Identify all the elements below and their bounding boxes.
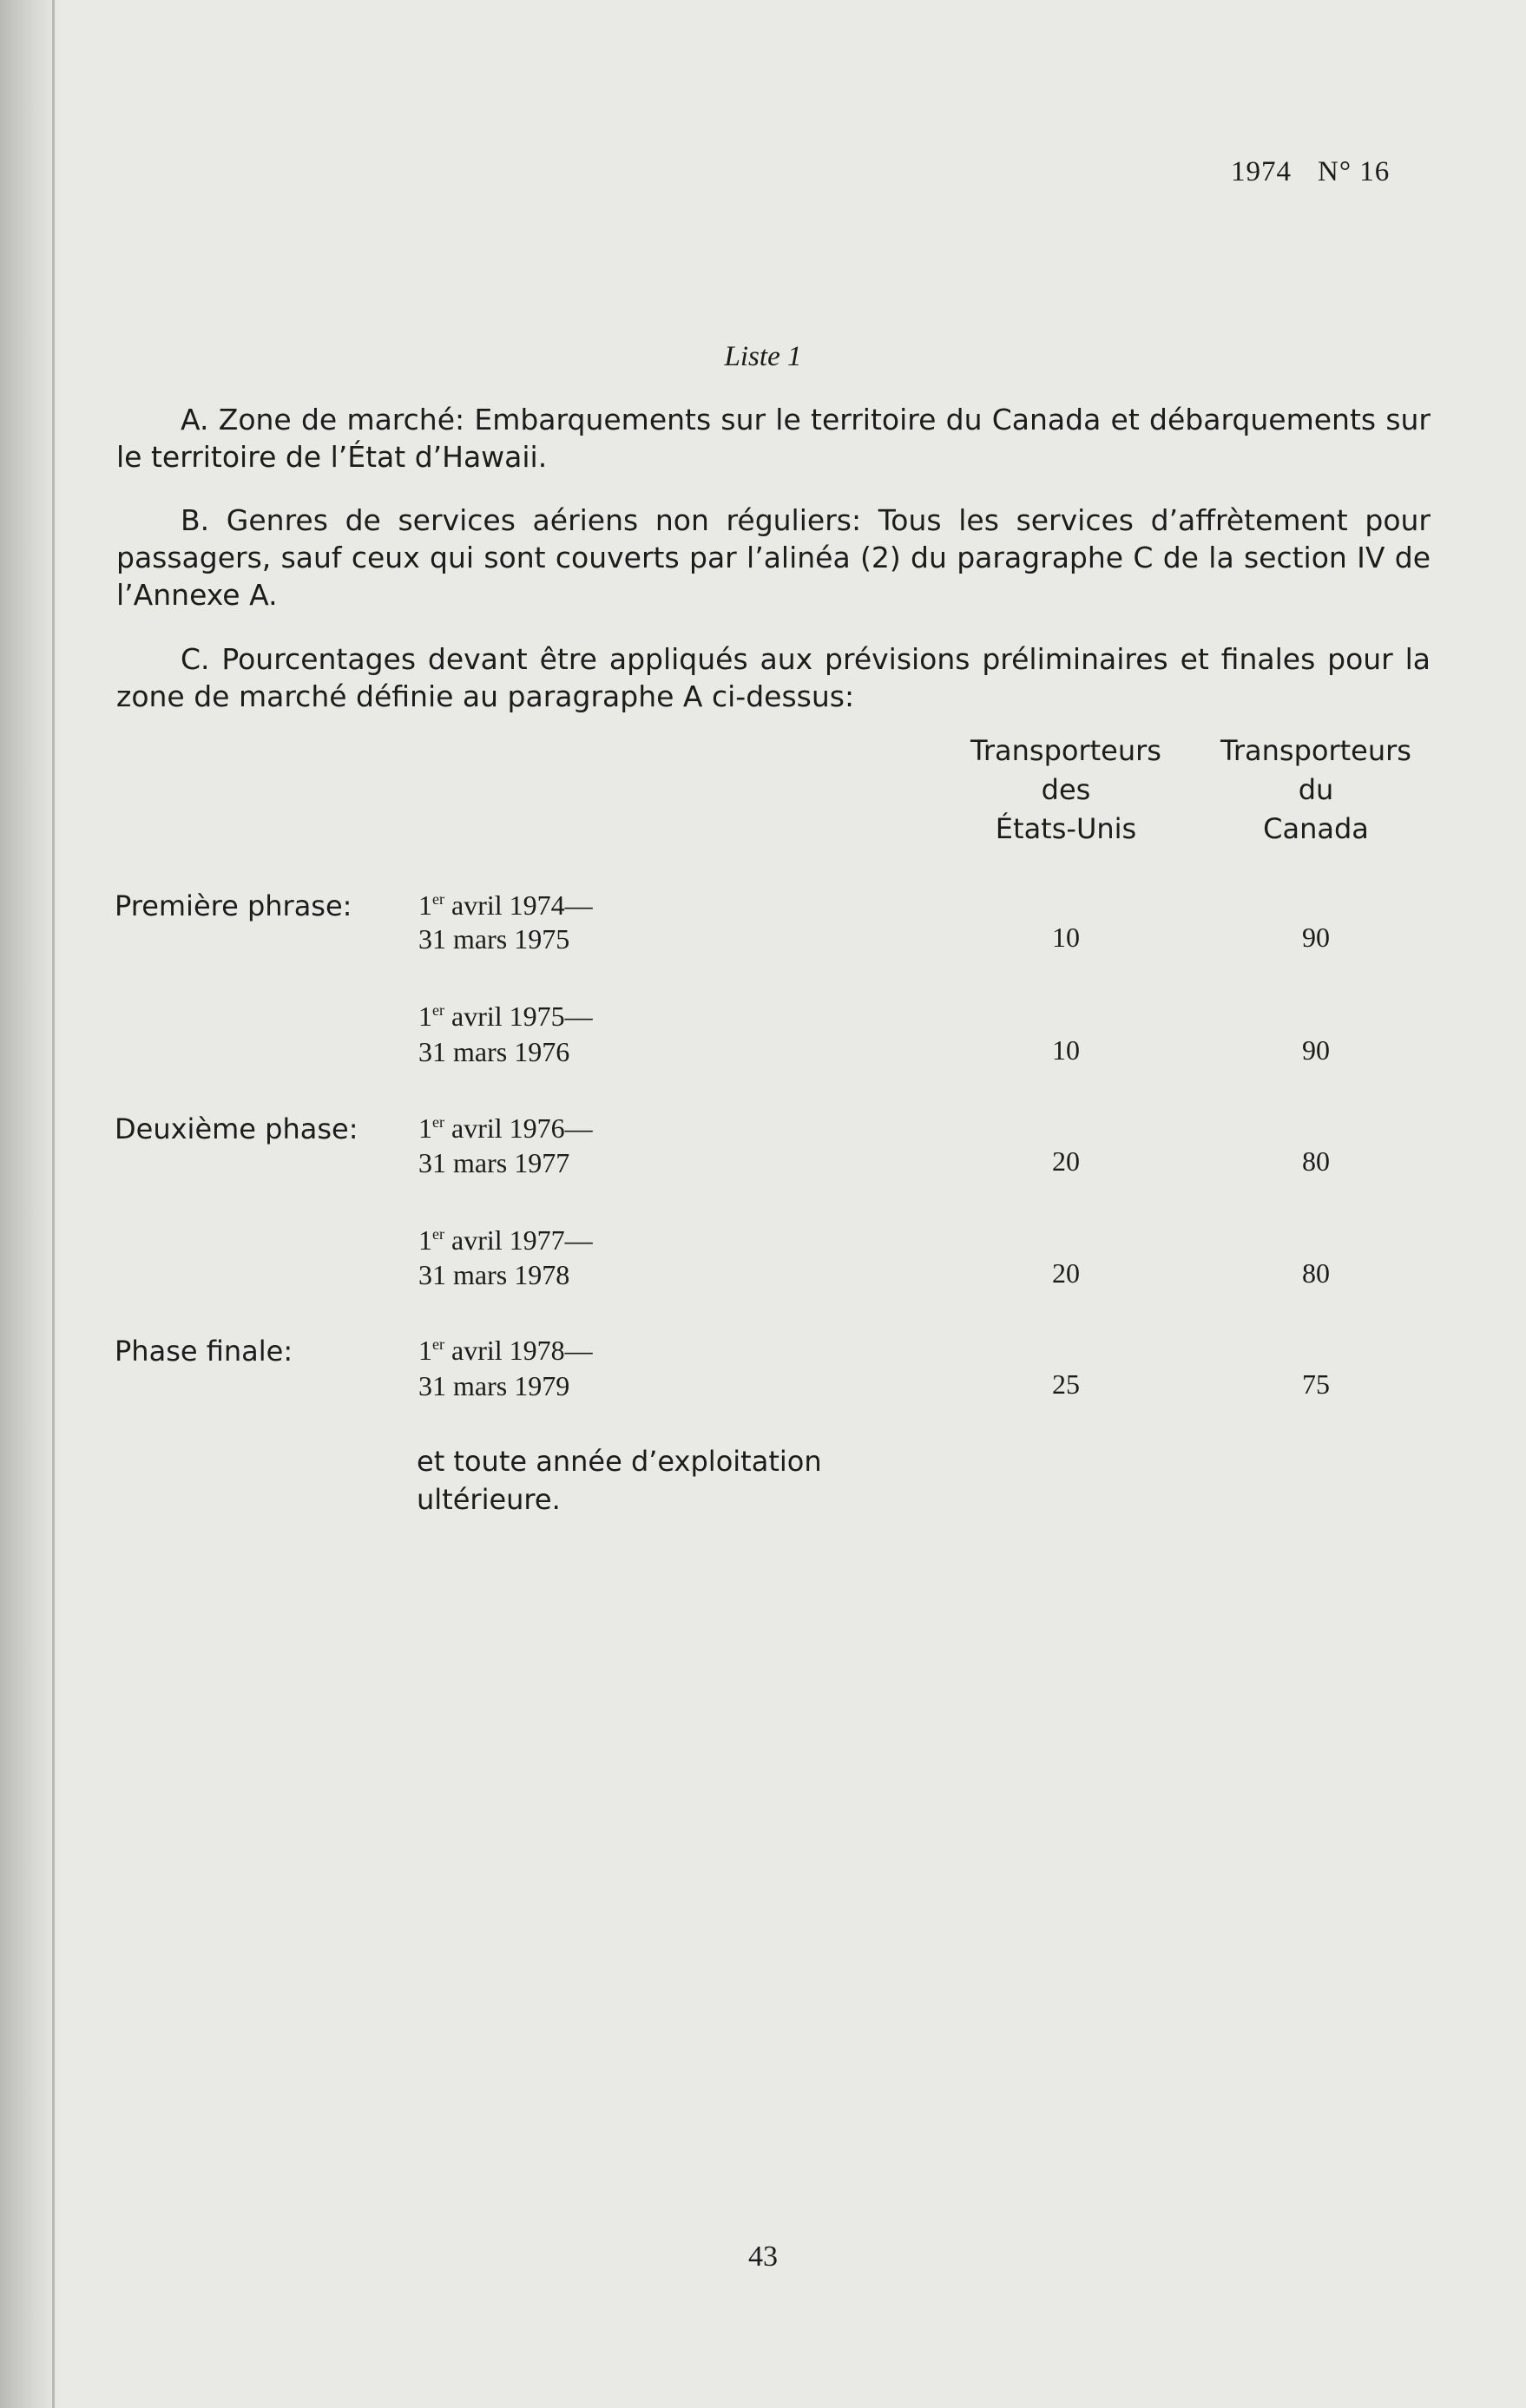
canada-percentage: 90 [1302, 1034, 1330, 1066]
column-header-line: Canada [1263, 812, 1369, 845]
column-header-line: États-Unis [995, 812, 1137, 845]
period-start: 1er avril 1976— [418, 1112, 593, 1144]
phase-label: Deuxième phase: [115, 1112, 358, 1145]
period-start: 1er avril 1974— [418, 889, 593, 921]
period-start: 1er avril 1978— [418, 1335, 593, 1366]
column-header-line: des [1041, 773, 1091, 806]
page-number: 43 [748, 2241, 778, 2273]
phase-label: Phase finale: [115, 1335, 293, 1368]
canada-percentage: 80 [1302, 1145, 1330, 1177]
period-start: 1er avril 1977— [418, 1224, 593, 1256]
us-percentage: 20 [1052, 1257, 1080, 1289]
column-header-line: du [1298, 773, 1334, 806]
closing-note [417, 1442, 822, 1519]
period-end: 31 mars 1979 [418, 1370, 570, 1401]
header-number: N° 16 [1318, 156, 1391, 187]
period-end: 31 mars 1977 [418, 1147, 570, 1178]
page-header [1231, 156, 1439, 188]
phase-label: Première phrase: [115, 889, 352, 922]
period-end: 31 mars 1976 [418, 1036, 570, 1067]
us-percentage: 10 [1052, 922, 1080, 953]
closing-note-line: et toute année d’exploitation [417, 1445, 822, 1478]
us-percentage: 25 [1052, 1368, 1080, 1400]
canada-percentage: 90 [1302, 922, 1330, 953]
period-end: 31 mars 1975 [418, 923, 570, 955]
column-header-line: Transporteurs [1220, 734, 1411, 767]
column-header-canada-carriers [1194, 732, 1437, 849]
period-start: 1er avril 1975— [418, 1001, 593, 1032]
header-year: 1974 [1231, 156, 1292, 187]
list-title: Liste 1 [724, 341, 802, 372]
column-header-us-carriers [944, 732, 1187, 849]
paragraph-a: A. Zone de marché: Embarquements sur le territoire du Canada et débarquements sur le territoire de l’État d’Hawaii. [116, 403, 1431, 474]
us-percentage: 20 [1052, 1145, 1080, 1177]
canada-percentage: 75 [1302, 1368, 1330, 1400]
paragraph-b: B. Genres de services aériens non réguliers: Tous les services d’affrètement pour passagers, sauf ceux qui sont couverts par l’alinéa (2) du paragraphe C de la section IV de l’Annexe A. [116, 503, 1431, 612]
closing-note-line: ultérieure. [417, 1483, 561, 1516]
paragraph-c: C. Pourcentages devant être appliqués aux prévisions préliminaires et finales pour la zone de marché définie au paragraphe A ci-dessus: [116, 642, 1431, 713]
us-percentage: 10 [1052, 1034, 1080, 1066]
period-end: 31 mars 1978 [418, 1259, 570, 1290]
canada-percentage: 80 [1302, 1257, 1330, 1289]
column-header-line: Transporteurs [970, 734, 1161, 767]
